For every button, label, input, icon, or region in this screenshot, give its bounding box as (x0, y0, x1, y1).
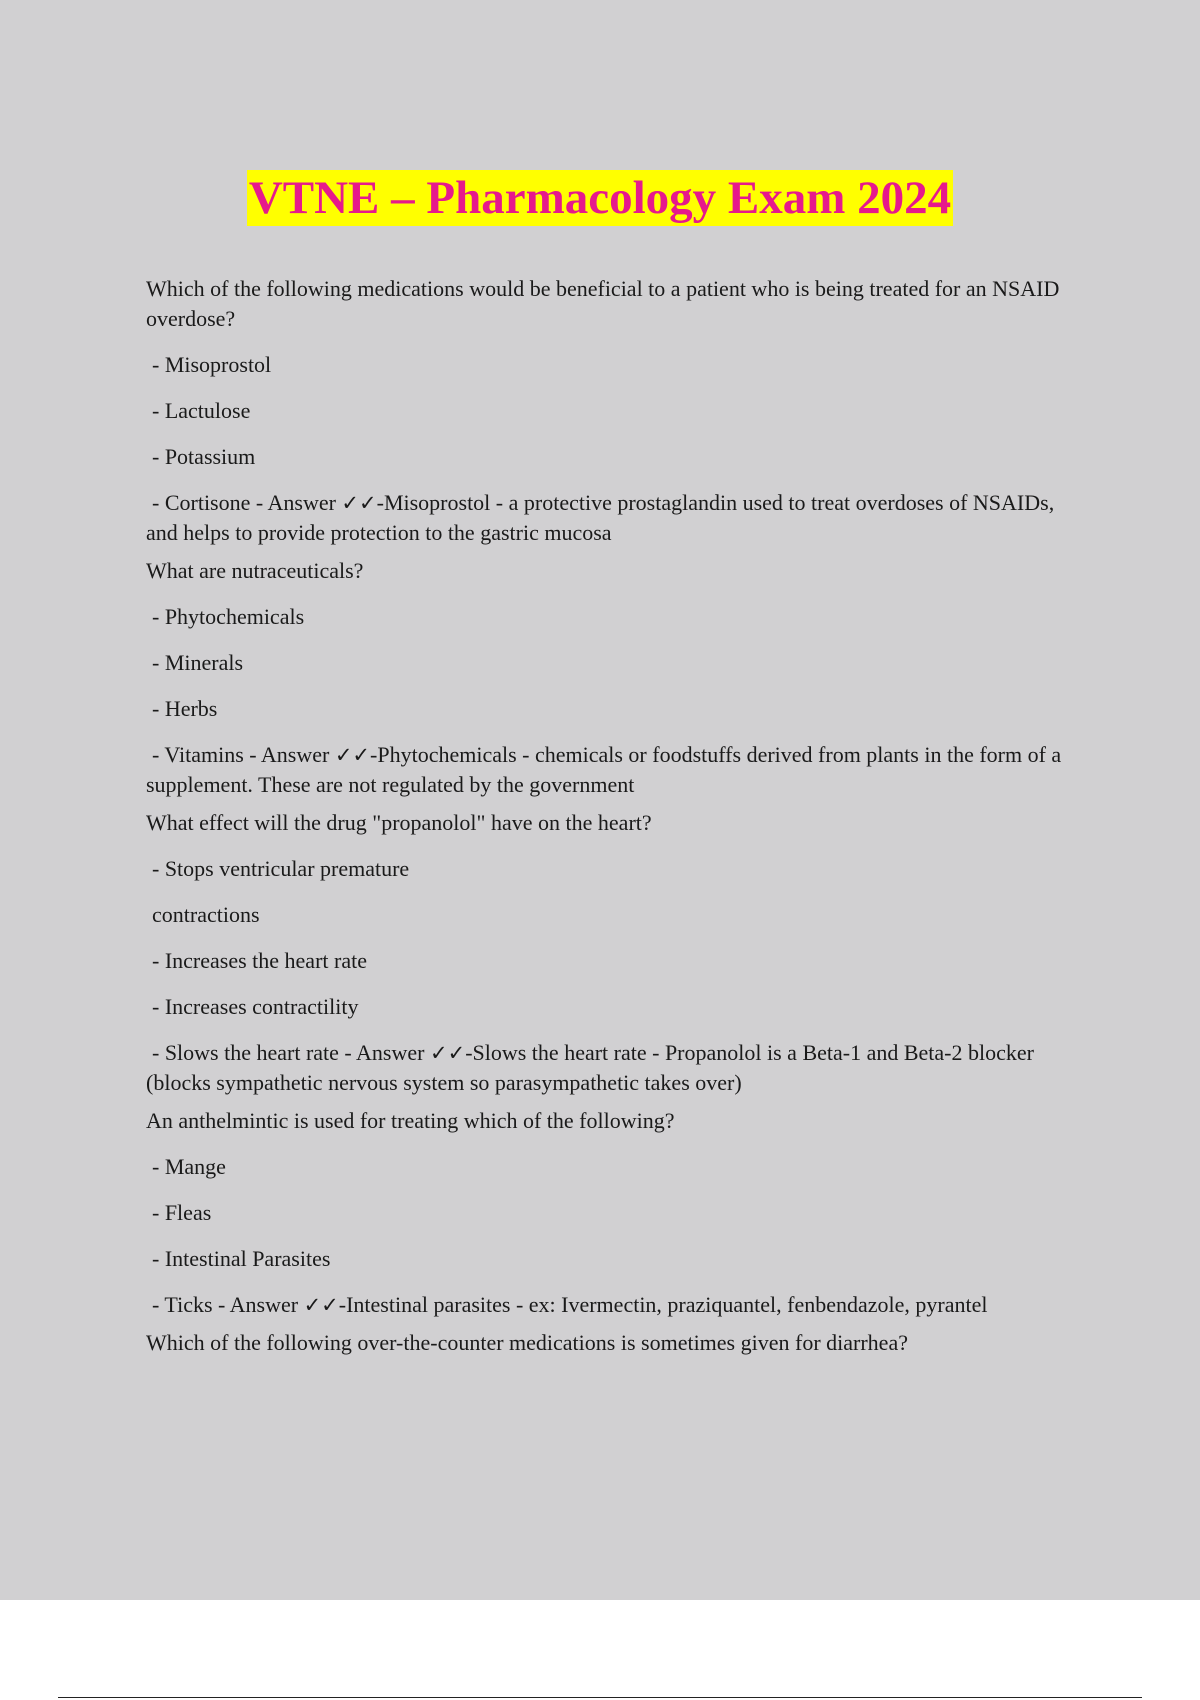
question-block (146, 808, 1076, 1098)
answer-option: - Misoprostol (152, 352, 272, 377)
title-wrap (0, 170, 1200, 226)
answer-text: -Intestinal parasites - ex: Ivermectin, praziquantel, fenbendazole, pyrantel (338, 1292, 988, 1317)
answer-option: - Increases the heart rate (152, 948, 367, 973)
question-text: Which of the following medications would be beneficial to a patient who is being treated for an NSAID overdose? (146, 276, 1060, 331)
answer-option: - Lactulose (152, 398, 251, 423)
last-option: - Cortisone - Answer (152, 490, 336, 515)
answer-explanation (146, 1290, 1076, 1320)
answer-explanation (146, 488, 1076, 548)
checkmark-icon: ✓✓ (341, 491, 377, 515)
answer-explanation (146, 1038, 1076, 1098)
question-text: An anthelmintic is used for treating which of the following? (146, 1108, 675, 1133)
question-list (146, 274, 1076, 1374)
checkmark-icon: ✓✓ (334, 743, 371, 767)
answer-text: -Misoprostol - a protective prostaglandin used to treat overdoses of NSAIDs, and helps to provide protection to the gastric mucosa (146, 490, 1055, 545)
question-text: Which of the following over-the-counter medications is sometimes given for diarrhea? (146, 1330, 908, 1355)
question-text: What effect will the drug "propanolol" have on the heart? (146, 810, 652, 835)
answer-option: - Stops ventricular premature (152, 856, 410, 881)
answer-option: contractions (152, 902, 260, 927)
last-option: - Vitamins - Answer (152, 742, 330, 767)
last-option: - Slows the heart rate - Answer (152, 1040, 425, 1065)
question-block (146, 1106, 1076, 1320)
checkmark-icon: ✓✓ (429, 1041, 466, 1065)
checkmark-icon: ✓✓ (303, 1293, 339, 1317)
answer-option: - Intestinal Parasites (152, 1246, 331, 1271)
answer-text: -Slows the heart rate - Propanolol is a Beta-1 and Beta-2 blocker (blocks sympathetic nervous system so parasympathetic takes over) (146, 1040, 1034, 1095)
question-block (146, 274, 1076, 548)
answer-option: - Minerals (152, 650, 244, 675)
answer-option: - Potassium (152, 444, 256, 469)
answer-option: - Herbs (152, 696, 218, 721)
question-text: What are nutraceuticals? (146, 558, 364, 583)
answer-explanation (146, 740, 1076, 800)
last-option: - Ticks - Answer (152, 1292, 299, 1317)
page-title: VTNE – Pharmacology Exam 2024 (248, 172, 952, 224)
footer-divider (58, 1697, 1142, 1698)
answer-option: - Phytochemicals (152, 604, 305, 629)
answer-option: - Mange (152, 1154, 226, 1179)
answer-text: -Phytochemicals - chemicals or foodstuffs derived from plants in the form of a supplement. These are not regulated by the government (146, 742, 1062, 797)
question-block (146, 556, 1076, 800)
answer-option: - Fleas (152, 1200, 212, 1225)
answer-option: - Increases contractility (152, 994, 359, 1019)
